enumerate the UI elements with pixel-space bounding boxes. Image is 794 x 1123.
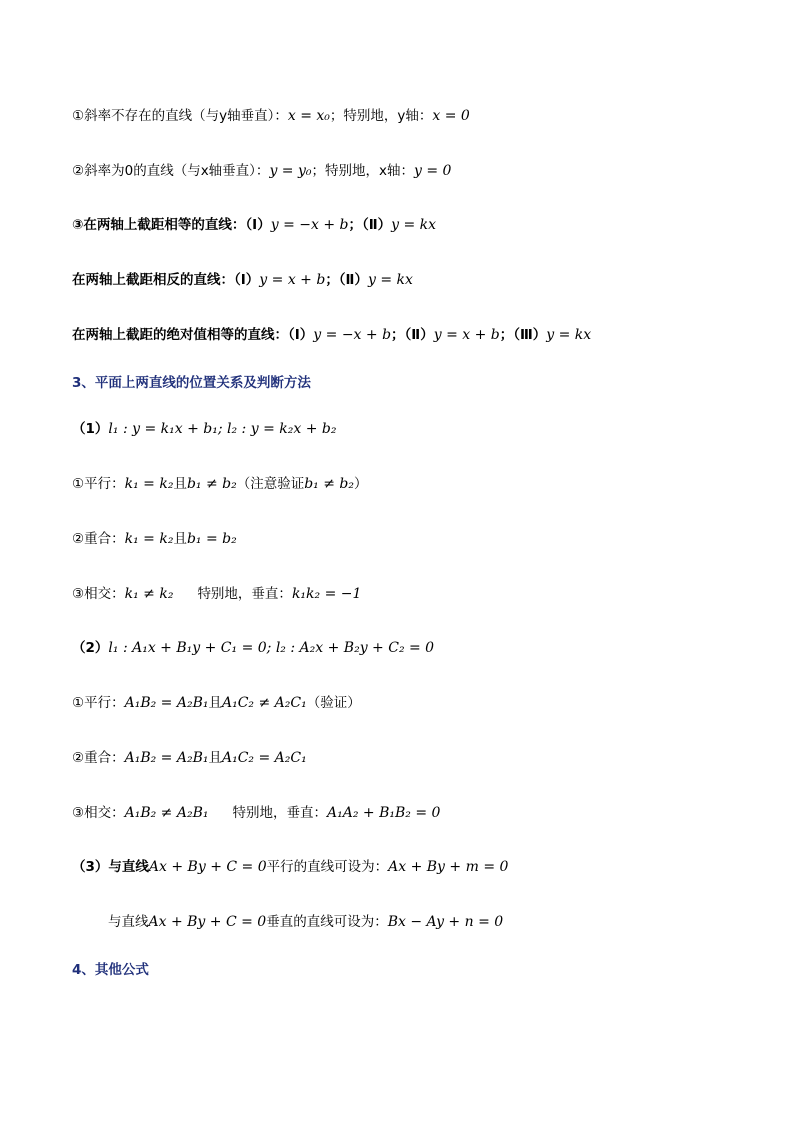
formula: y = kx — [367, 272, 413, 288]
line-case-3-parallel — [72, 857, 508, 877]
formula: A₁B₂ = A₂B₁ — [124, 695, 209, 711]
formula: y = kx — [391, 217, 437, 233]
text: ①平行： — [72, 695, 125, 711]
text: ；特别地，y轴： — [329, 108, 433, 124]
formula: x = x₀ — [287, 108, 330, 124]
formula: y = kx — [546, 327, 592, 343]
text: 且 — [208, 750, 222, 766]
line-case-2 — [72, 638, 434, 658]
text: 且 — [173, 476, 187, 492]
line-coincide-2 — [72, 748, 307, 768]
text: ②重合： — [72, 531, 125, 547]
formula: A₁B₂ = A₂B₁ — [124, 750, 209, 766]
formula: A₁B₂ ≠ A₂B₁ — [124, 805, 209, 821]
formula: b₁ ≠ b₂ — [304, 476, 354, 492]
heading-text: 4、其他公式 — [72, 962, 149, 978]
text: 与直线 — [108, 914, 149, 930]
section-heading-3 — [72, 373, 311, 393]
formula: y = x + b — [259, 272, 326, 288]
line-abs-equal-intercepts — [72, 325, 591, 345]
text: ③相交： — [72, 586, 125, 602]
line-parallel-1 — [72, 474, 368, 494]
formula: b₁ = b₂ — [186, 531, 237, 547]
formula: Ax + By + m = 0 — [388, 859, 509, 875]
text: 且 — [208, 695, 222, 711]
formula: y = 0 — [414, 163, 452, 179]
text: （验证） — [306, 695, 361, 711]
text: ） — [354, 476, 368, 492]
heading-text: 3、平面上两直线的位置关系及判断方法 — [72, 375, 311, 391]
text: ③相交： — [72, 805, 125, 821]
formula: b₁ ≠ b₂ — [186, 476, 237, 492]
formula: y = −x + b — [270, 217, 349, 233]
text: ；（Ⅱ） — [325, 272, 368, 288]
line-coincide-1 — [72, 529, 237, 549]
formula: x = 0 — [432, 108, 470, 124]
text: ①平行： — [72, 476, 125, 492]
formula: k₁ = k₂ — [124, 476, 174, 492]
text: （2） — [72, 640, 109, 656]
text: （1） — [72, 421, 109, 437]
line-case-1 — [72, 419, 336, 439]
text: ③在两轴上截距相等的直线：（Ⅰ） — [72, 217, 271, 233]
line-slope-zero — [72, 161, 451, 181]
formula: k₁ ≠ k₂ — [124, 586, 174, 602]
formula: k₁k₂ = −1 — [291, 586, 362, 602]
text: 且 — [173, 531, 187, 547]
formula: y = −x + b — [313, 327, 392, 343]
text: ；（Ⅱ） — [391, 327, 434, 343]
formula: l₁ : y = k₁x + b₁; l₂ : y = k₂x + b₂ — [108, 421, 337, 437]
formula: Ax + By + C = 0 — [148, 914, 267, 930]
text: ①斜率不存在的直线（与y轴垂直）： — [72, 108, 288, 124]
formula: Bx − Ay + n = 0 — [387, 914, 504, 930]
text: ②斜率为0的直线（与x轴垂直）： — [72, 163, 270, 179]
text: 平行的直线可设为： — [266, 859, 389, 875]
formula: k₁ = k₂ — [124, 531, 174, 547]
line-intersect-2 — [72, 803, 440, 823]
formula: y = y₀ — [269, 163, 312, 179]
line-opposite-intercepts — [72, 270, 413, 290]
text: （3）与直线 — [72, 859, 149, 875]
formula: A₁C₂ = A₂C₁ — [222, 750, 307, 766]
section-heading-4 — [72, 960, 149, 980]
line-case-3-perpendicular — [108, 912, 503, 932]
text: ②重合： — [72, 750, 125, 766]
line-equal-intercepts — [72, 215, 436, 235]
formula: l₁ : A₁x + B₁y + C₁ = 0; l₂ : A₂x + B₂y + C₂ = 0 — [108, 640, 435, 656]
line-slope-undefined — [72, 106, 470, 126]
text: 特别地，垂直： — [197, 586, 292, 602]
line-intersect-1 — [72, 584, 361, 604]
formula: A₁C₂ ≠ A₂C₁ — [222, 695, 307, 711]
text: 在两轴上截距的绝对值相等的直线：（Ⅰ） — [72, 327, 314, 343]
formula: Ax + By + C = 0 — [148, 859, 267, 875]
text: ；（Ⅲ） — [499, 327, 547, 343]
text: （注意验证 — [236, 476, 305, 492]
formula: A₁A₂ + B₁B₂ = 0 — [327, 805, 441, 821]
text: 在两轴上截距相反的直线：（Ⅰ） — [72, 272, 260, 288]
formula: y = x + b — [433, 327, 500, 343]
text: ；特别地，x轴： — [311, 163, 414, 179]
text: 特别地，垂直： — [232, 805, 327, 821]
text: 垂直的直线可设为： — [266, 914, 388, 930]
text: ；（Ⅱ） — [348, 217, 392, 233]
line-parallel-2 — [72, 693, 361, 713]
